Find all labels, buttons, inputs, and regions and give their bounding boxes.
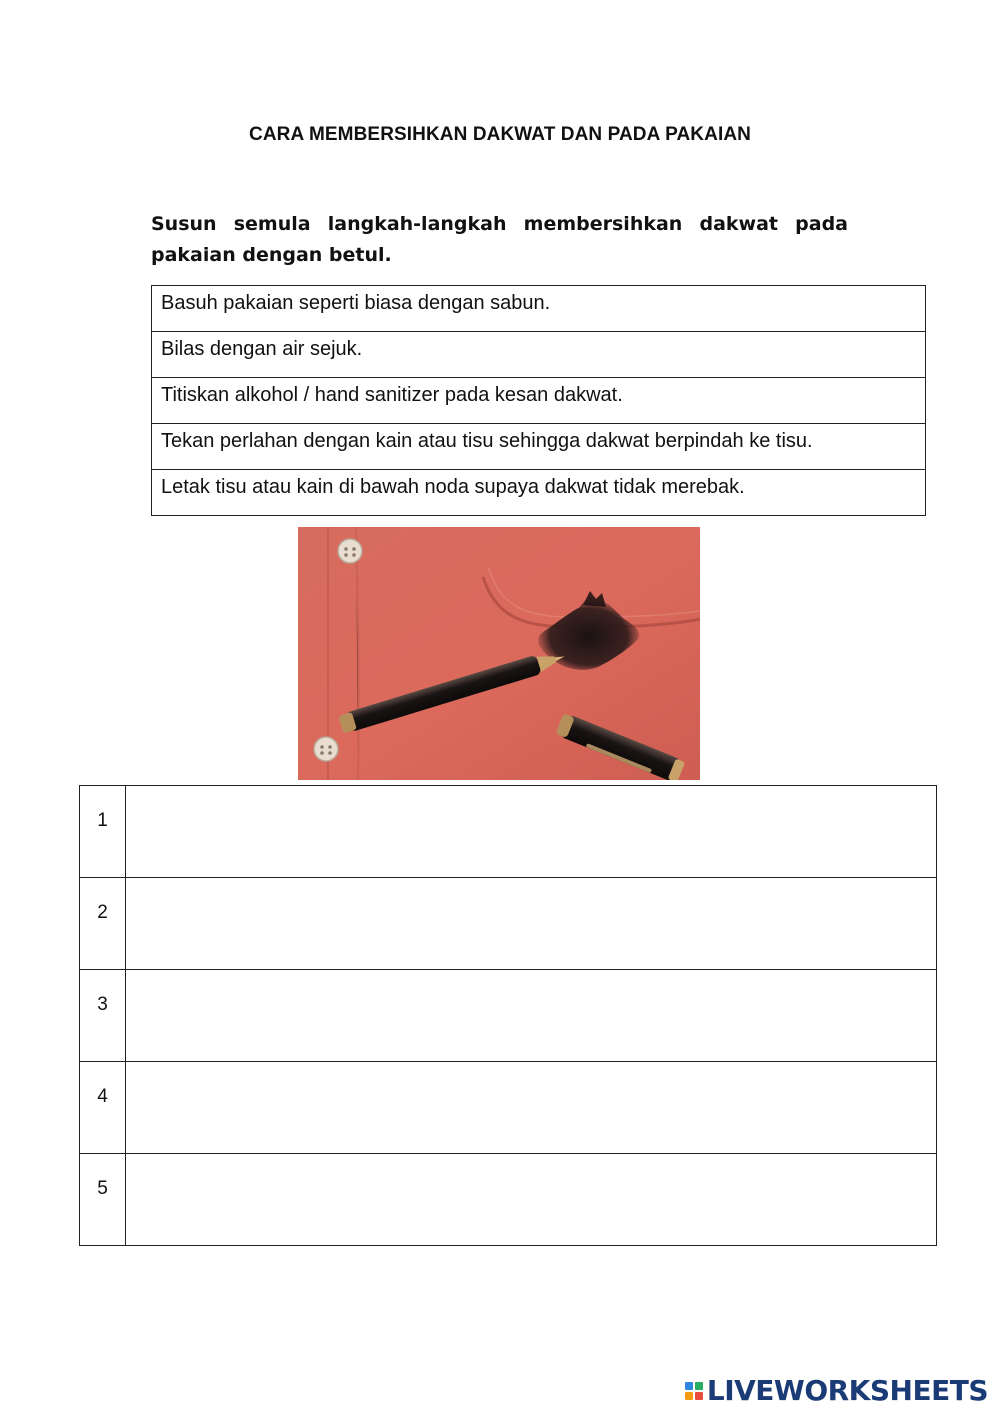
- answer-number: 3: [80, 970, 126, 1062]
- ink-stain-shirt-photo: [298, 527, 700, 780]
- table-row: [80, 970, 937, 1062]
- page-title: CARA MEMBERSIHKAN DAKWAT DAN PADA PAKAIAN: [249, 124, 751, 145]
- answer-drop-zone[interactable]: [126, 878, 937, 970]
- answer-drop-zone[interactable]: [126, 970, 937, 1062]
- table-row: [80, 786, 937, 878]
- table-row: [152, 424, 926, 470]
- shirt-pen-illustration: [298, 527, 700, 780]
- answer-drop-zone[interactable]: [126, 1062, 937, 1154]
- step-item[interactable]: Bilas dengan air sejuk.: [152, 332, 926, 378]
- step-item[interactable]: Letak tisu atau kain di bawah noda supaya dakwat tidak merebak.: [152, 470, 926, 516]
- answer-table: [79, 785, 937, 1246]
- table-row: [152, 332, 926, 378]
- step-item[interactable]: Tekan perlahan dengan kain atau tisu sehingga dakwat berpindah ke tisu.: [152, 424, 926, 470]
- table-row: [80, 1062, 937, 1154]
- answer-number: 5: [80, 1154, 126, 1246]
- answer-drop-zone[interactable]: [126, 1154, 937, 1246]
- instruction-text: Susun semula langkah-langkah membersihkan dakwat pada pakaian dengan betul.: [151, 213, 848, 266]
- answer-number: 2: [80, 878, 126, 970]
- liveworksheets-brand: [685, 1374, 988, 1407]
- table-row: [80, 1154, 937, 1246]
- liveworksheets-logo-icon: [685, 1382, 703, 1400]
- table-row: [152, 378, 926, 424]
- table-row: [80, 878, 937, 970]
- answer-number: 4: [80, 1062, 126, 1154]
- step-item[interactable]: Basuh pakaian seperti biasa dengan sabun.: [152, 286, 926, 332]
- brand-name: LIVEWORKSHEETS: [706, 1374, 988, 1407]
- answer-drop-zone[interactable]: [126, 786, 937, 878]
- steps-table: [151, 285, 926, 516]
- table-row: [152, 470, 926, 516]
- answer-number: 1: [80, 786, 126, 878]
- step-item[interactable]: Titiskan alkohol / hand sanitizer pada kesan dakwat.: [152, 378, 926, 424]
- table-row: [152, 286, 926, 332]
